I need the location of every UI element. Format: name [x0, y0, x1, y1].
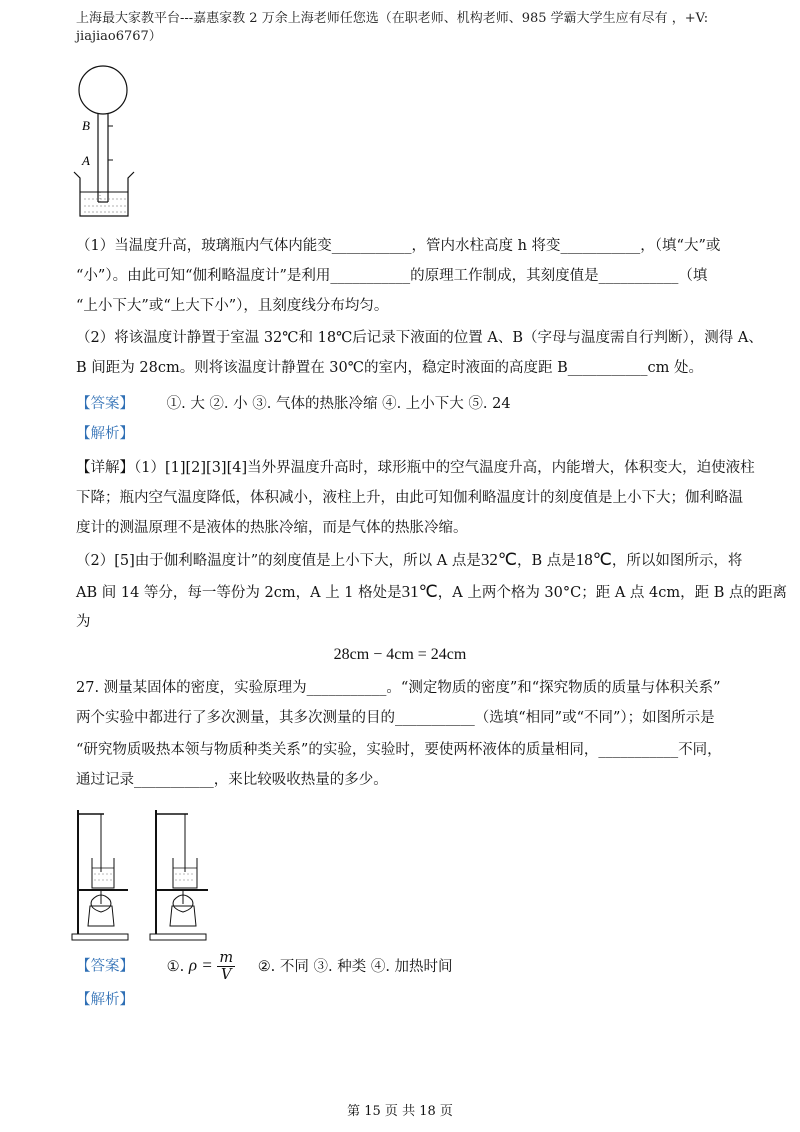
page-header — [76, 10, 736, 46]
q27-line2: 两个实验中都进行了多次测量，其多次测量的目的___________（选填“相同”或“不同”）；如图所示是 — [76, 710, 715, 726]
answer-tag: 【答案】 — [76, 396, 134, 412]
header-line-1: 上海最大家教平台---嘉惠家教 2 万余上海老师任您选（在职老师、机构老师、985 学霸大学生应有尽有 ，+V: — [76, 11, 709, 26]
detail-5a: AB 间 14 等分，每一等份为 2cm，A 上 1 格处是 — [76, 585, 402, 601]
detail-4a: （2）[5]由于伽利略温度计”的刻度值是上小下大，所以 A 点是 — [76, 553, 481, 569]
detail-4e: ，所以如图所示，将 — [611, 553, 743, 569]
q26-part1-line2: “小”）。由此可知“伽利略温度计”是利用___________的原理工作制成，其刻度值是___________（填 — [76, 268, 708, 284]
apparatus-right — [150, 810, 208, 940]
temp-32: 32℃ — [480, 550, 517, 569]
q26-detail-line3: 度计的测温原理不是液体的热胀冷缩，而是气体的热胀冷缩。 — [76, 520, 468, 536]
q26-detail-line6: 为 — [76, 614, 91, 630]
q26-detail-line2: 下降；瓶内空气温度降低，体积减小，液柱上升，由此可知伽利略温度计的刻度值是上小下大；伽利略温 — [76, 490, 743, 506]
frac-denominator: V — [220, 967, 232, 983]
q26-part1-line3: “上小下大”或“上大下小”），且刻度线分布均匀。 — [76, 298, 389, 314]
label-a: A — [82, 153, 90, 168]
q26-answer — [76, 394, 511, 414]
header-line-2: jiajiao6767） — [76, 29, 162, 44]
q26-part1-line1: （1）当温度升高，玻璃瓶内气体内能变___________，管内水柱高度 h 将变___________，（填“大”或 — [76, 238, 721, 254]
q26-detail-line5 — [76, 582, 787, 603]
detail-5c: ，A 上两个格为 30°C；距 A 点 4cm，距 B 点的距离 — [437, 585, 787, 601]
q26-detail-line1 — [76, 458, 755, 478]
q26-detail-line4 — [76, 550, 742, 571]
rho-symbol: ρ = — [188, 955, 213, 975]
q27-line1: 27. 测量某固体的密度，实验原理为___________。“测定物质的密度”和“探究物质的质量与体积关系” — [76, 680, 721, 696]
detail-tag: 【详解】 — [76, 460, 134, 476]
detail-text-1: （1）[1][2][3][4]当外界温度升高时，球形瓶中的空气温度升高，内能增大，体积变大，迫使液柱 — [134, 460, 755, 476]
q26-part2-line1: （2）将该温度计静置于室温 32℃和 18℃后记录下液面的位置 A、B（字母与温度需自行判断），测得 A、 — [76, 330, 763, 346]
q27-analysis-tag: 【解析】 — [76, 992, 134, 1008]
label-b: B — [82, 118, 90, 133]
apparatus-left — [72, 810, 128, 940]
detail-4c: ，B 点是 — [516, 553, 576, 569]
q27-line4: 通过记录___________，来比较吸收热量的多少。 — [76, 772, 388, 788]
temp-31: 31℃ — [401, 582, 438, 601]
q27-answer-tag: 【答案】 — [76, 958, 134, 975]
galileo-thermometer-figure — [70, 64, 140, 224]
q26-formula: 28cm − 4cm = 24cm — [333, 646, 467, 663]
page-footer: 第 15 页 共 18 页 — [347, 1104, 453, 1119]
q26-analysis-tag: 【解析】 — [76, 426, 134, 442]
answer-text: ①. 大 ②. 小 ③. 气体的热胀冷缩 ④. 上小下大 ⑤. 24 — [166, 396, 511, 412]
q27-line3: “研究物质吸热本领与物质种类关系”的实验，实验时，要使两杯液体的质量相同，___________不同， — [76, 742, 722, 758]
temp-18: 18℃ — [575, 550, 612, 569]
density-fraction — [217, 950, 235, 983]
frac-numerator: m — [219, 950, 234, 966]
q27-answer-rest: ②. 不同 ③. 种类 ④. 加热时间 — [257, 958, 453, 975]
q27-answer — [76, 950, 453, 983]
q26-part2-line2: B 间距为 28cm。则将该温度计静置在 30℃的室内，稳定时液面的高度距 B___________cm 处。 — [76, 360, 703, 376]
ans1-prefix: ①. — [166, 958, 185, 975]
heating-apparatus-figure — [70, 800, 220, 942]
